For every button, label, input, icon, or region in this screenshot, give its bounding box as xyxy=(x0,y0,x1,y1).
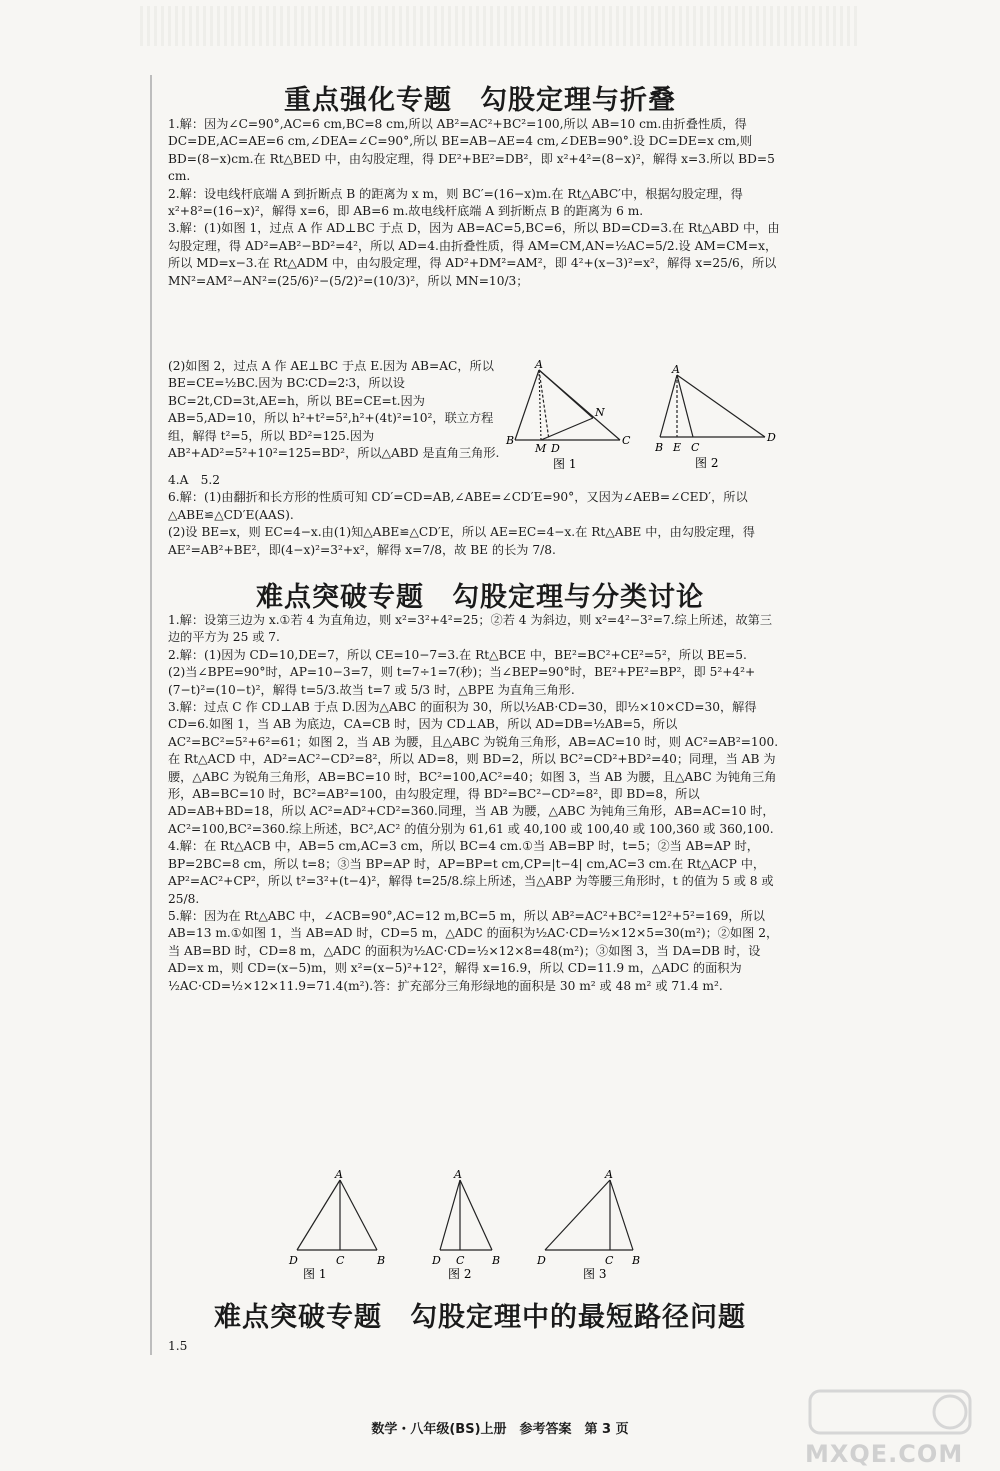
answer-item: 1.解：因为∠C=90°,AC=6 cm,BC=8 cm,所以 AB²=AC²+BC²=100,所以 AB=10 cm.由折叠性质，得 DC=DE,AC=AE=6 cm,∠DEA=∠C=90°,所以 BE=AB−AE=4 cm,∠DEB=90°.设 DC=DE=x cm,则 BD=(8−x)cm.在 Rt△BED 中，由勾股定理，得 DE²+BE²=DB²，即 x²+4²=(8−x)²，解得 x=3.所以 BD=5 cm. xyxy=(168,117,779,184)
section-folding-answers xyxy=(168,116,782,290)
point-label: C xyxy=(605,1254,614,1267)
scan-noise xyxy=(140,6,860,46)
figure-caption: 图 1 xyxy=(553,457,577,471)
answer-item: 6.解：(1)由翻折和长方形的性质可知 CD′=CD=AB,∠ABE=∠CD′E=90°，又因为∠AEB=∠CED′，所以△ABE≌△CD′E(AAS). xyxy=(168,490,748,522)
figure-caption: 图 3 xyxy=(583,1267,607,1281)
point-label: A xyxy=(605,1168,613,1181)
point-label: E xyxy=(673,441,682,454)
figure-2-triangle xyxy=(655,365,785,475)
answer-item: 4.解：在 Rt△ACB 中，AB=5 cm,AC=3 cm，所以 BC=4 cm.①当 AB=BP 时，t=5；②当 AB=AP 时，BP=2BC=8 cm，所以 t=8；③当 BP=AP 时，AP=BP=t cm,CP=|t−4| cm,AC=3 cm.在 Rt△ACP 中，AP²=AC²+CP²，所以 t²=3²+(t−4)²，解得 t=25/8.综上所述，当△ABP 为等腰三角形时，t 的值为 5 或 8 或 25/8. xyxy=(168,839,778,906)
point-label: C xyxy=(691,441,700,454)
point-label: A xyxy=(535,360,543,371)
answer-item: 1.解：设第三边为 x.①若 4 为直角边，则 x²=3²+4²=25；②若 4 为斜边，则 x²=4²−3²=7.综上所述，故第三边的平方为 25 或 7. xyxy=(168,613,773,645)
figure-caption: 图 2 xyxy=(448,1267,472,1281)
point-label: N xyxy=(595,406,605,419)
watermark-text: MXQE.COM xyxy=(805,1440,964,1468)
point-label: A xyxy=(672,365,680,376)
answer-item: 4.A 5.2 xyxy=(168,473,220,487)
point-label: A xyxy=(454,1168,462,1181)
figure-1-fold-triangle xyxy=(505,360,640,475)
answer-item: 3.解：(1)如图 1，过点 A 作 AD⊥BC 于点 D，因为 AB=AC=5,BC=6，所以 BD=CD=3.在 Rt△ABD 中，由勾股定理，得 AD²=AB²−BD²=4²，所以 AD=4.由折叠性质，得 AM=CM,AN=½AC=5/2.设 AM=CM=x，所以 MD=x−3.在 Rt△ADM 中，由勾股定理，得 AD²+DM²=AM²，即 4²+(x−3)²=x²，解得 x=25/6，所以 MN²=AM²−AN²=(25/6)²−(5/2)²=(10/3)²，所以 MN=10/3； xyxy=(168,221,781,288)
answer-item: 2.解：(1)因为 CD=10,DE=7，所以 CE=10−7=3.在 Rt△BCE 中，BE²=BC²+CE²=5²，所以 BE=5. xyxy=(168,647,747,662)
point-label: D xyxy=(432,1254,441,1267)
answer-item: 2.解：设电线杆底端 A 到折断点 B 的距离为 x m，则 BC′=(16−x)m.在 Rt△ABC′中，根据勾股定理，得 x²+8²=(16−x)²，解得 x=6，即 AB=6 m.故电线杆底端 A 到折断点 B 的距离为 6 m. xyxy=(168,186,747,219)
answer-item: (2)如图 2，过点 A 作 AE⊥BC 于点 E.因为 AB=AC，所以 BE=CE=½BC.因为 BC∶CD=2∶3，所以设 BC=2t,CD=3t,AE=h，所以 BE=CE=t.因为 AB=5,AD=10，所以 h²+t²=5²,h²+(4t)²=10²，联立方程组，解得 t²=5，所以 BD²=125.因为 AB²+AD²=5²+10²=125=BD²，所以△ABD 是直角三角形. xyxy=(168,359,500,461)
point-label: B xyxy=(632,1254,641,1267)
point-label: D xyxy=(289,1254,298,1267)
point-label: B xyxy=(506,434,515,447)
point-label: C xyxy=(622,434,631,447)
point-label: D xyxy=(551,442,560,455)
figure-triangle-1 xyxy=(285,1168,395,1283)
answer-item: 3.解：过点 C 作 CD⊥AB 于点 D.因为△ABC 的面积为 30，所以½AB·CD=30，即½×10×CD=30，解得 CD=6.如图 1，当 AB 为底边，CA=CB 时，因为 CD⊥AB，所以 AD=DB=½AB=5，所以 AC²=BC²=5²+6²=61；如图 2，当 AB 为腰，且△ABC 为锐角三角形，AB=AC=10 时，则 AC²=AB²=100.在 Rt△ACD 中，AD²=AC²−CD²=8²，所以 AD=8，则 BD=2，所以 BC²=CD²+BD²=40；同理，当 AB 为腰，△ABC 为锐角三角形，AB=BC=10 时，BC²=100,AC²=40；如图 3，当 AB 为腰，且△ABC 为钝角三角形，AB=BC=10 时，BC²=AB²=100，由勾股定理，得 BD²=BC²−CD²=8²，即 BD=8，所以 AD=AB+BD=18，所以 AC²=AD²+CD²=360.同理，当 AB 为腰，△ABC 为钝角三角形，AB=AC=10 时，AC²=100,BC²=360.综上所述，BC²,AC² 的值分别为 61,61 或 40,100 或 100,40 或 100,360 或 360,100. xyxy=(168,700,779,836)
section-classification-answers xyxy=(168,612,782,995)
section-folding-answers-part2 xyxy=(168,358,508,462)
point-label: C xyxy=(456,1254,465,1267)
point-label: M xyxy=(535,442,547,455)
point-label: B xyxy=(377,1254,386,1267)
section-title-shortest-path: 难点突破专题 勾股定理中的最短路径问题 xyxy=(214,1302,746,1333)
section-title-folding: 重点强化专题 勾股定理与折叠 xyxy=(284,85,676,116)
figure-triangle-2 xyxy=(430,1168,530,1283)
point-label: B xyxy=(492,1254,501,1267)
margin-rule xyxy=(150,75,152,1355)
figure-triangle-3 xyxy=(535,1168,655,1283)
figure-caption: 图 2 xyxy=(695,456,719,470)
section-folding-answers-part3 xyxy=(168,472,782,559)
point-label: D xyxy=(537,1254,546,1267)
point-label: B xyxy=(655,441,664,454)
answer-item: (2)当∠BPE=90°时，AP=10−3=7，则 t=7÷1=7(秒)；当∠BEP=90°时，BE²+PE²=BP²，即 5²+4²+(7−t)²=(10−t)²，解得 t=5/3.故当 t=7 或 5/3 时，△BPE 为直角三角形. xyxy=(168,665,756,697)
section-title-classification: 难点突破专题 勾股定理与分类讨论 xyxy=(256,582,704,613)
point-label: D xyxy=(767,431,776,444)
answer-item: 5.解：因为在 Rt△ABC 中，∠ACB=90°,AC=12 m,BC=5 m，所以 AB²=AC²+BC²=12²+5²=169，所以 AB=13 m.①如图 1，当 AB=AD 时，CD=5 m，△ADC 的面积为½AC·CD=½×12×5=30(m²)；②如图 2，当 AB=BD 时，CD=8 m，△ADC 的面积为½AC·CD=½×12×8=48(m²)；③如图 3，当 DA=DB 时，设 AD=x m，则 CD=(x−5)m，则 x²=(x−5)²+12²，解得 x=16.9，所以 CD=11.9 m，△ADC 的面积为½AC·CD=½×12×11.9=71.4(m²).答：扩充部分三角形绿地的面积是 30 m² 或 48 m² 或 71.4 m². xyxy=(168,908,779,993)
section-shortest-path-answers xyxy=(168,1338,368,1355)
page-footer: 数学・八年级(BS)上册 参考答案 第 3 页 xyxy=(371,1422,629,1437)
answer-item: 1.5 xyxy=(168,1339,188,1353)
figure-caption: 图 1 xyxy=(303,1267,327,1281)
point-label: C xyxy=(336,1254,345,1267)
point-label: A xyxy=(335,1168,343,1181)
answer-item: (2)设 BE=x，则 EC=4−x.由(1)知△ABE≌△CD′E，所以 AE=EC=4−x.在 Rt△ABE 中，由勾股定理，得 AE²=AB²+BE²，即(4−x)²=3²+x²，解得 x=7/8，故 BE 的长为 7/8. xyxy=(168,525,759,557)
